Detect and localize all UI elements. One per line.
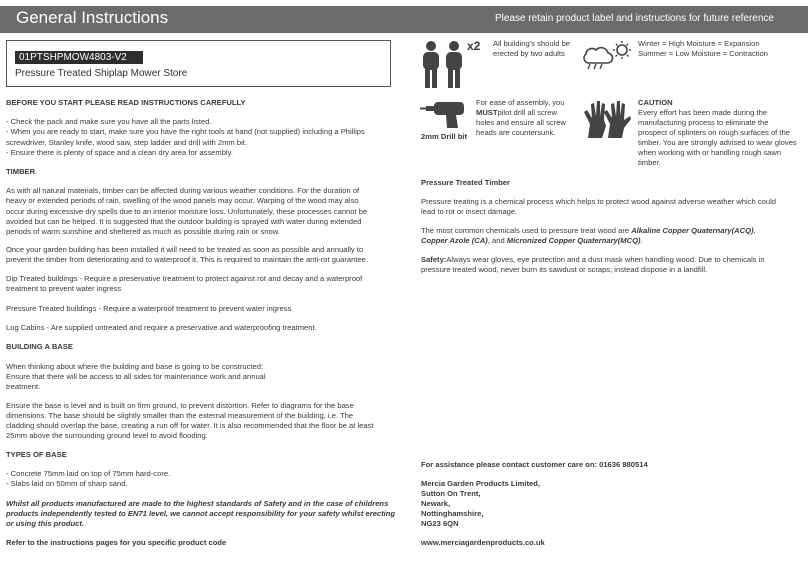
address-line: Nottinghamshire, [421,509,484,518]
before-line: - Check the pack and make sure you have all the parts listed. [6,117,212,126]
drill-text-rest: pilot drill all screw [497,108,558,117]
base-line: Ensure the base is level and is built on firm ground, to prevent distortion. Refer to diagrams for the base [6,401,354,410]
base-line: dimensions. The base should be slightly smaller than the external measurement of the building, i.e. The [6,411,354,420]
assist-heading: For assistance please contact customer care on: 01636 880514 [421,460,648,469]
website-link[interactable]: www.merciagardenproducts.co.uk [421,538,545,547]
drill-text: heads are countersunk. [476,128,556,137]
header-bar [0,6,808,33]
address-line: Mercia Garden Products Limited, [421,479,540,488]
pt-chem-line [421,236,643,246]
product-box [6,40,391,87]
weather-text: Winter = High Moisture = Expansion [638,39,760,48]
drill-text: For ease of assembly, you [476,98,565,107]
caution-line: prospect of splinters on rough surfaces of the [638,128,790,137]
chem-ca: Copper Azole (CA) [421,236,488,245]
people-text: All building's should be [493,39,571,48]
before-heading: BEFORE YOU START PLEASE READ INSTRUCTIONS CAREFULLY [6,98,246,107]
timber-line: occur during excessive dry spells due to an interior moisture loss. Unfortunately, these processes cannot be [6,207,368,216]
caution-heading: CAUTION [638,98,673,107]
must-emphasis: MUST [476,108,498,117]
page-title: General Instructions [16,8,169,27]
chem-comma: , [753,226,756,235]
caution-line: when working with or handling rough sawn [638,148,782,157]
base-line: When thinking about where the building and base is going to be constructed: [6,362,264,371]
base-line: Ensure that there will be access to all sides for maintenance work and annual [6,372,266,381]
safety-text: Always wear gloves, eye protection and a dust mask when handling wood. Due to chemicals in [446,255,765,264]
address-line: NG23 6QN [421,519,459,528]
drill-label: 2mm Drill bit [421,132,467,141]
disclaimer-line: products independently tested to EN71 level, we cannot accept responsibility for your safety whilst erecting [6,509,396,518]
timber-line: Pressure Treated buildings - Require a waterproof treatment to prevent water ingress [6,304,292,313]
header-note: Please retain product label and instructions for future reference [494,13,774,24]
safety-line [421,255,765,265]
refer-note: Refer to the instructions pages for you specific product code [6,538,227,547]
timber-line: prevent the timber from deteriorating and to waterproof it. This is required to maintain the anti-rot guarantee. [6,255,369,264]
timber-line: Dip Treated buildings - Require a preservative treatment to protect against rot and decay and a waterproof [6,274,363,283]
disclaimer-line: or using this product. [6,519,85,528]
caution-line: manufacturing process to eliminate the [638,118,769,127]
people-text: erected by two adults [493,49,565,58]
chem-acq: Alkaline Copper Quaternary(ACQ) [631,226,754,235]
pt-chem-line [421,226,756,236]
timber-line: avoided but can be helped. It is suggested that the outdoor building is sprayed with water during extended [6,217,362,226]
base-heading: BUILDING A BASE [6,342,73,351]
timber-heading: TIMBER [6,167,36,176]
pt-line: lead to rot or insect damage. [421,207,518,216]
chem-mcq: Micronized Copper Quaternary(MCQ) [506,236,641,245]
base-line: cladding should overlap the base, creating a run off for water. It is also recommended that the floor be at least [6,421,374,430]
drill-text: holes and ensure all screw [476,118,566,127]
pt-chem-intro: The most common chemicals used to pressure treat wood are [421,226,632,235]
weather-text: Summer = Low Moisture = Contraction [638,49,768,58]
product-code: 01PTSHPMOW4803-V2 [15,51,143,64]
timber-line: As with all natural materials, timber can be affected during various weather conditions. For the duration of [6,186,360,195]
timber-line: Once your garden building has been installed it will need to be treated as soon as possible and annually to [6,245,364,254]
disclaimer-line: Whilst all products manufactured are made to the highest standards of Safety and in the case of childrens [6,499,389,508]
drill-icon [420,98,468,130]
before-line: - Ensure there is plenty of space and a clean dry area for assembly. [6,148,233,157]
two-people-icon [420,40,466,90]
base-line: treatment. [6,382,41,391]
before-line: - When you are ready to start, make sure you have the right tools at hand (not supplied) including a Phillips [6,127,365,136]
people-count: x2 [467,39,481,53]
address-line: Sutton On Trent, [421,489,481,498]
caution-line: timber. [638,158,661,167]
chem-and: , and [487,236,507,245]
timber-line: treatment to prevent water ingress [6,284,122,293]
caution-line: timber. You are strongly advised to wear gloves [638,138,797,147]
before-line: screwdriver, Stanley knife, wood saw, step ladder and drill with 2mm bit. [6,138,247,147]
drill-text-line [476,108,557,118]
pt-line: Pressure treating is a chemical process which helps to protect wood against adverse weather which could [421,197,776,206]
types-heading: TYPES OF BASE [6,450,67,459]
weather-icon [582,40,632,70]
address-line: Newark, [421,499,451,508]
types-line: - Concrete 75mm laid on top of 75mm hard-core. [6,469,171,478]
caution-line: Every effort has been made during the [638,108,768,117]
chem-end: . [640,236,643,245]
timber-line: Log Cabins - Are supplied untreated and require a preservative and waterproofing treatment. [6,323,317,332]
safety-line: pressure treated wood, never burn its sawdust or scraps; instead dispose in a landfill. [421,265,708,274]
pt-heading: Pressure Treated Timber [421,178,510,187]
timber-line: heavy or extended periods of rain, swelling of the wood panels may occur. Warping of the wood may also [6,196,359,205]
safety-label: Safety: [421,255,447,264]
product-name: Pressure Treated Shiplap Mower Store [15,68,188,79]
types-line: - Slabs laid on 50mm of sharp sand. [6,479,128,488]
base-line: 25mm above the surrounding ground level to avoid flooding. [6,431,208,440]
timber-line: periods of warm sunshine and sheltered as much as possible during rain or snow. [6,227,280,236]
gloves-icon [582,98,632,140]
